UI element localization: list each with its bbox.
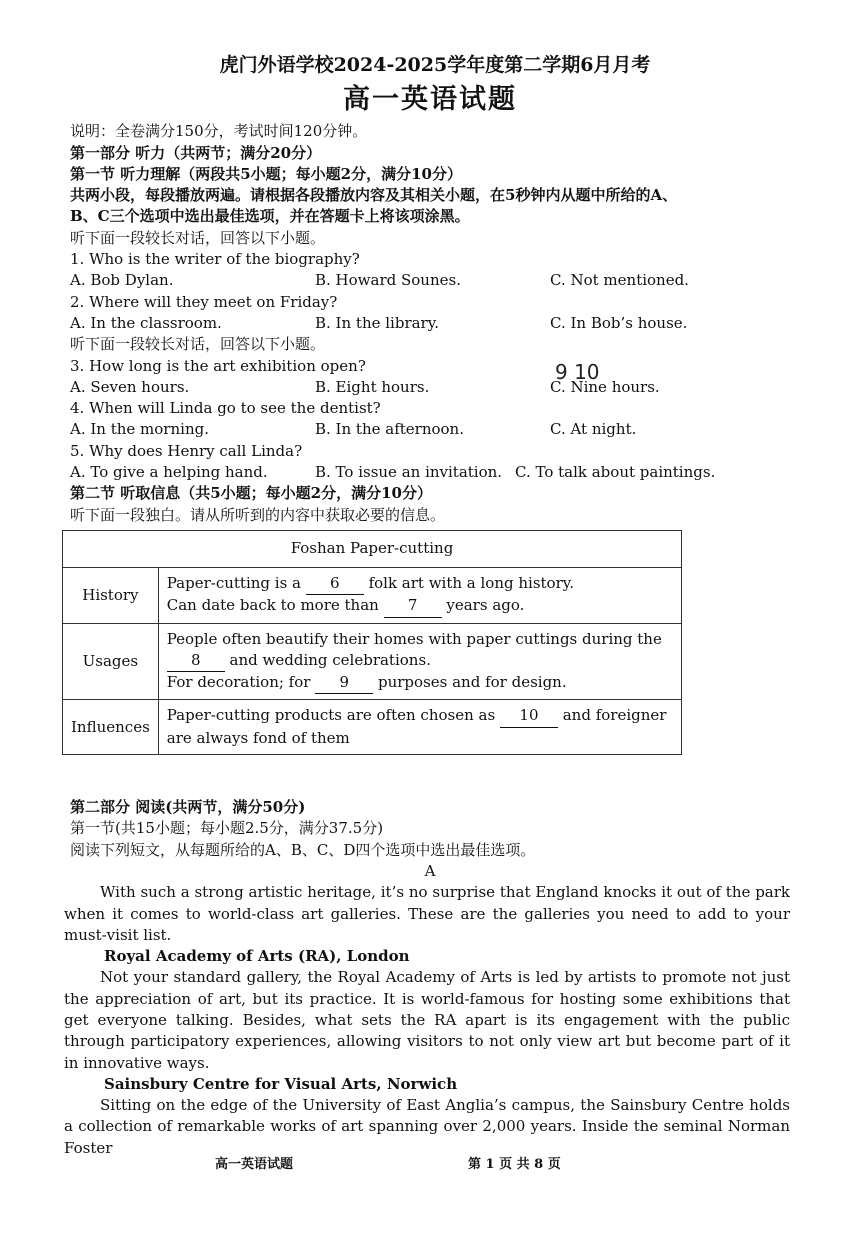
question-block [70, 441, 790, 484]
question-text: 3. How long is the art exhibition open? [70, 356, 366, 375]
option-c: C. To talk about paintings. [515, 463, 716, 482]
exam-intro: 说明：全卷满分150分，考试时间120分钟。 [70, 122, 368, 141]
usages-cell [158, 623, 681, 700]
cell-text: Can date back to more than [166, 596, 379, 615]
table-title: Foshan Paper-cutting [63, 530, 682, 567]
question-text: 1. Who is the writer of the biography? [70, 250, 360, 269]
passage-letter: A [424, 861, 436, 880]
dialog-prompt: 听下面一段较长对话，回答以下小题。 [70, 228, 326, 247]
footer-exam-name: 高一英语试题 [215, 1157, 294, 1172]
part2-section1-title: 第一节(共15小题；每小题2.5分，满分37.5分) [70, 819, 384, 838]
question-block [70, 292, 790, 335]
option-c: C. In Bob’s house. [550, 313, 688, 332]
passage-paragraph: With such a strong artistic heritage, it’s no surprise that England knocks it out of the park when it comes to world-class art galleries. These are the galleries you need to add to your must-visit list. [64, 883, 790, 944]
handwritten-note: 9 10 [555, 360, 600, 384]
row-label-usages: Usages [63, 623, 159, 700]
option-b: B. Howard Sounes. [315, 271, 461, 290]
cell-text: purposes and for design. [378, 673, 567, 692]
option-c: C. Nine hours. [550, 377, 660, 396]
option-a: A. In the classroom. [70, 313, 222, 332]
cell-text: For decoration; for [166, 673, 311, 692]
cell-text: and wedding celebrations. [229, 650, 431, 669]
gallery-heading: Royal Academy of Arts (RA), London [104, 947, 410, 966]
question-options [70, 419, 790, 440]
part1-section1-instruction-line2: B、C三个选项中选出最佳选项，并在答题卡上将该项涂黑。 [70, 207, 470, 226]
option-c: C. Not mentioned. [550, 271, 689, 290]
cell-text: Paper-cutting is a [166, 573, 301, 592]
part2-title: 第二部分 阅读(共两节，满分50分) [70, 798, 306, 817]
option-b: B. To issue an invitation. [315, 463, 503, 482]
part2-instruction: 阅读下列短文，从每题所给的A、B、C、D四个选项中选出最佳选项。 [70, 840, 536, 859]
cell-text: are always fond of them [166, 728, 350, 747]
option-a: A. In the morning. [70, 420, 209, 439]
answer-blank[interactable]: 6 [306, 573, 364, 595]
option-b: B. Eight hours. [315, 377, 430, 396]
part1-section2-title: 第二节 听取信息（共5小题；每小题2分，满分10分） [70, 484, 432, 503]
question-text: 4. When will Linda go to see the dentist? [70, 399, 381, 418]
history-cell [158, 567, 681, 623]
passage-paragraph: Not your standard gallery, the Royal Academy of Arts is led by artists to promote not just the appreciation of art, but its practice. It is world-famous for hosting some exhibitions that get everyone talking. Besides, what sets the RA apart is its engagement with the public through participatory experiences, allowing visitors to not only view art but become part of it in innovative ways. [64, 968, 790, 1072]
part1-section2-instruction: 听下面一段独白。请从所听到的内容中获取必要的信息。 [70, 505, 446, 524]
question-text: 5. Why does Henry call Linda? [70, 441, 303, 460]
info-table [62, 530, 682, 755]
part1-section1-title: 第一节 听力理解（两段共5小题；每小题2分，满分10分） [70, 164, 462, 183]
option-b: B. In the library. [315, 313, 439, 332]
option-c: C. At night. [550, 420, 637, 439]
cell-text: People often beautify their homes with paper cuttings during the [166, 629, 662, 648]
gallery-heading: Sainsbury Centre for Visual Arts, Norwich [104, 1074, 458, 1093]
row-label-influences: Influences [63, 700, 159, 755]
passage-paragraph: Sitting on the edge of the University of East Anglia’s campus, the Sainsbury Centre holds a collection of remarkable works of art spanning over 2,000 years. Inside the seminal Norman Foster [64, 1096, 790, 1157]
cell-text: Paper-cutting products are often chosen as [166, 706, 496, 725]
row-label-history: History [63, 567, 159, 623]
question-block [70, 356, 790, 399]
option-b: B. In the afternoon. [315, 420, 464, 439]
answer-blank[interactable]: 7 [384, 595, 442, 617]
cell-text: and foreigner [562, 706, 667, 725]
answer-blank[interactable]: 8 [167, 650, 225, 672]
option-a: A. Seven hours. [70, 377, 190, 396]
question-options [70, 377, 790, 398]
option-a: A. Bob Dylan. [70, 271, 174, 290]
school-exam-header: 虎门外语学校2024-2025学年度第二学期6月月考 [219, 54, 651, 76]
question-block [70, 249, 790, 292]
cell-text: folk art with a long history. [368, 573, 575, 592]
option-a: A. To give a helping hand. [70, 463, 268, 482]
exam-title: 高一英语试题 [343, 83, 517, 115]
influences-cell [158, 700, 681, 755]
question-options [70, 462, 790, 483]
part1-section1-instruction-line1: 共两小段，每段播放两遍。请根据各段播放内容及其相关小题，在5秒钟内从题中所给的A、 [70, 186, 678, 205]
part1-title: 第一部分 听力（共两节；满分20分） [70, 143, 322, 162]
dialog-prompt: 听下面一段较长对话，回答以下小题。 [70, 335, 326, 354]
question-block [70, 398, 790, 441]
answer-blank[interactable]: 10 [500, 705, 558, 727]
cell-text: years ago. [446, 596, 525, 615]
question-text: 2. Where will they meet on Friday? [70, 292, 338, 311]
question-options [70, 313, 790, 334]
footer-page-number: 第 1 页 共 8 页 [468, 1157, 561, 1172]
question-options [70, 270, 790, 291]
answer-blank[interactable]: 9 [315, 672, 373, 694]
